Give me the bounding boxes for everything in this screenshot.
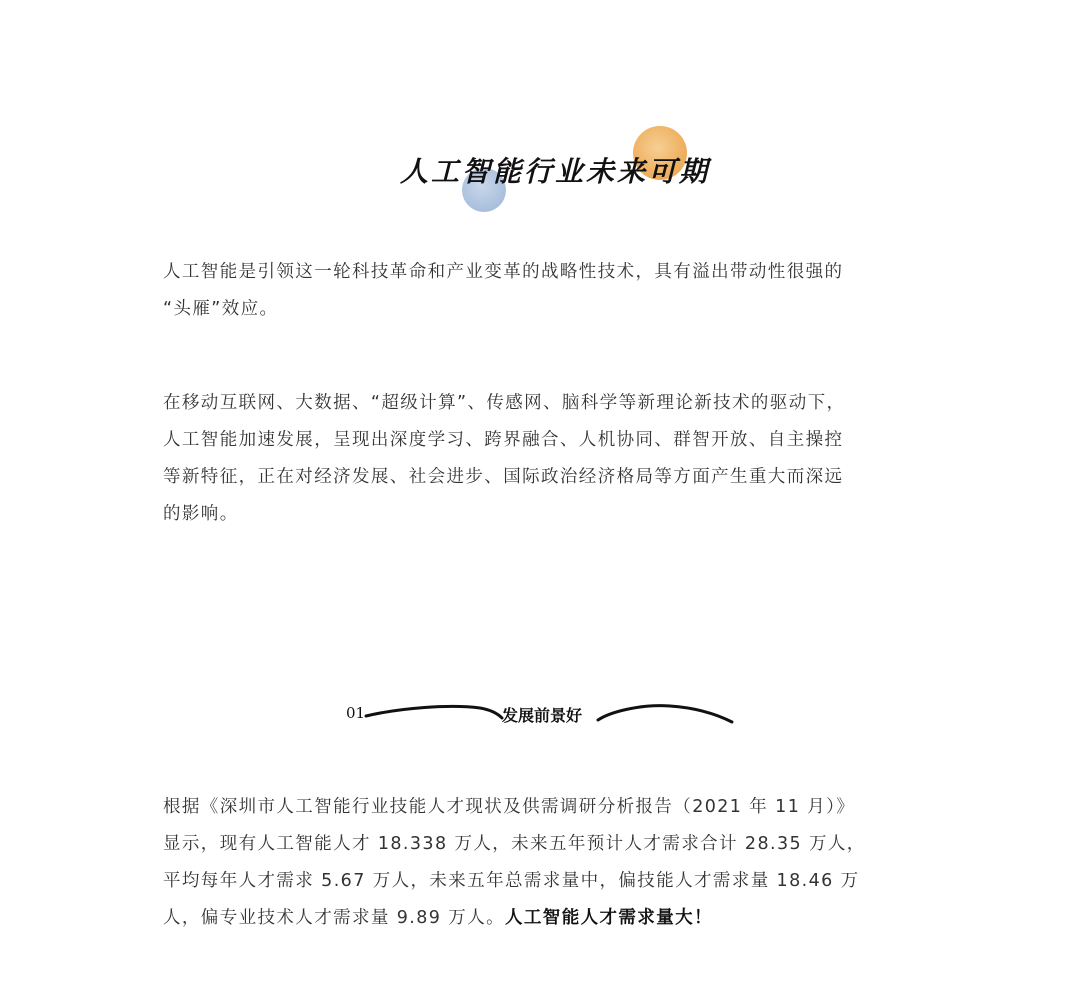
report-paragraph bbox=[163, 789, 923, 937]
paragraph-line: 显示，现有人工智能人才 18.338 万人，未来五年预计人才需求合计 28.35 万人， bbox=[163, 834, 866, 854]
paragraph-line-text: 人，偏专业技术人才需求量 9.89 万人。 bbox=[163, 908, 505, 928]
intro-paragraph bbox=[163, 254, 923, 328]
section-number: 01 bbox=[346, 704, 366, 722]
title-block bbox=[390, 120, 760, 210]
paragraph-line: “头雁”效应。 bbox=[163, 299, 279, 319]
paragraph-line: 平均每年人才需求 5.67 万人，未来五年总需求量中，偏技能人才需求量 18.46 万 bbox=[163, 871, 860, 891]
paragraph-line: 人工智能是引领这一轮科技革命和产业变革的战略性技术，具有溢出带动性很强的 bbox=[163, 262, 844, 282]
section-title: 发展前景好 bbox=[502, 706, 583, 725]
paragraph-line bbox=[163, 900, 923, 937]
paragraph-line: 人工智能加速发展，呈现出深度学习、跨界融合、人机协同、群智开放、自主操控 bbox=[163, 430, 844, 450]
paragraph-line: 的影响。 bbox=[163, 504, 239, 524]
paragraph-line: 在移动互联网、大数据、“超级计算”、传感网、脑科学等新理论新技术的驱动下， bbox=[163, 393, 846, 413]
paragraph-line: 等新特征，正在对经济发展、社会进步、国际政治经济格局等方面产生重大而深远 bbox=[163, 467, 844, 487]
drivers-paragraph bbox=[163, 385, 923, 533]
section-heading bbox=[340, 690, 740, 740]
paragraph-line: 根据《深圳市人工智能行业技能人才现状及供需调研分析报告（2021 年 11 月）》 bbox=[163, 797, 856, 817]
emphasis-text: 人工智能人才需求量大！ bbox=[505, 908, 713, 928]
page-title: 人工智能行业未来可期 bbox=[400, 155, 711, 188]
